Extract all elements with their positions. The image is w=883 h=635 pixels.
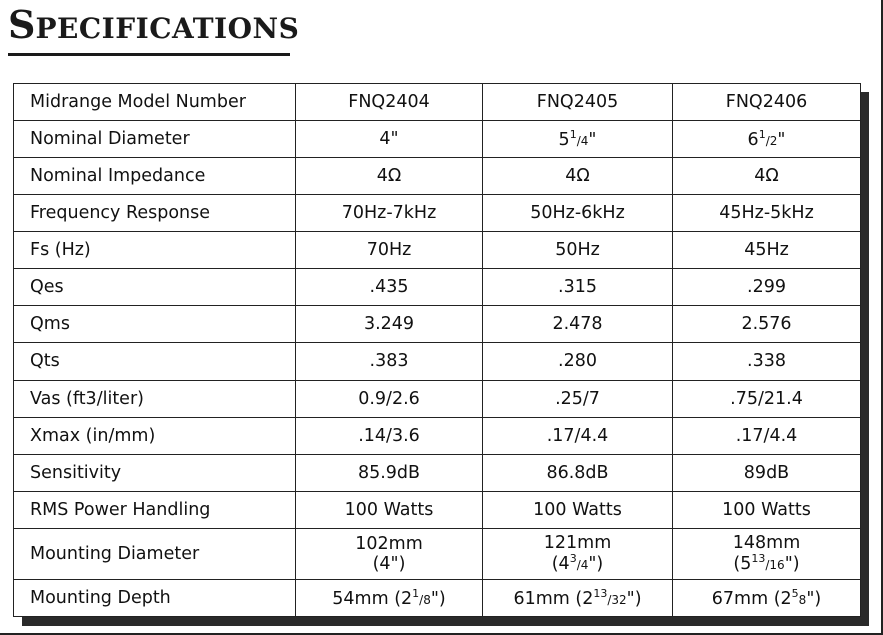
value-text: .280	[558, 351, 597, 372]
value-text: .435	[369, 277, 409, 298]
specifications-table	[13, 83, 861, 617]
value-text: ")	[626, 588, 642, 609]
value-text: 100 Watts	[722, 499, 811, 520]
row-label: Qms	[14, 306, 296, 343]
cell-value	[483, 121, 673, 158]
value-text: (4")	[372, 553, 406, 574]
fraction-denominator: /4	[576, 134, 589, 148]
fraction-denominator: /8	[419, 592, 431, 607]
value-text: 67mm (2	[711, 588, 792, 609]
value-text: 61mm (2	[513, 588, 594, 609]
cell-value	[483, 491, 673, 528]
table-row	[14, 417, 861, 454]
fraction-numerator: 1	[569, 128, 577, 142]
fraction-numerator: 5	[791, 587, 799, 600]
table-row	[14, 380, 861, 417]
value-line	[300, 554, 478, 574]
value-text: 45Hz-5kHz	[719, 203, 814, 224]
value-text: 3.249	[363, 314, 415, 335]
cell-value	[296, 528, 483, 579]
value-text: (4	[551, 554, 570, 575]
table-row	[14, 232, 861, 269]
row-label: Fs (Hz)	[14, 232, 296, 269]
row-label: Xmax (in/mm)	[14, 417, 296, 454]
value-text: 86.8dB	[546, 462, 609, 483]
fraction-denominator: /4	[576, 558, 589, 573]
value-text: 54mm (2	[332, 588, 413, 609]
header-label: Midrange Model Number	[14, 84, 296, 121]
value-text: 100 Watts	[533, 499, 622, 520]
row-label: Vas (ft3/liter)	[14, 380, 296, 417]
fraction-numerator: 1	[412, 587, 420, 600]
row-label: Frequency Response	[14, 195, 296, 232]
value-text: .338	[747, 351, 786, 372]
value-text: .14/3.6	[358, 425, 420, 446]
cell-value	[296, 195, 483, 232]
header-model-3: FNQ2406	[673, 84, 861, 121]
header-row	[14, 84, 861, 121]
value-text: .17/4.4	[735, 425, 798, 446]
value-text: ")	[430, 588, 446, 609]
table-row	[14, 195, 861, 232]
row-label: Nominal Impedance	[14, 158, 296, 195]
value-text: .75/21.4	[730, 388, 803, 409]
cell-value	[483, 232, 673, 269]
cell-value	[296, 417, 483, 454]
value-text: 50Hz-6kHz	[530, 203, 625, 224]
table-body	[14, 84, 861, 617]
value-text: .299	[747, 277, 786, 298]
table-row	[14, 491, 861, 528]
header-model-1: FNQ2404	[296, 84, 483, 121]
cell-value	[296, 343, 483, 380]
value-text: 45Hz	[744, 240, 789, 261]
value-text: (5	[733, 554, 752, 575]
fraction-denominator: /16	[765, 558, 785, 573]
title-initial: S	[8, 2, 36, 47]
cell-value	[483, 306, 673, 343]
table-row	[14, 343, 861, 380]
title-rest: PECIFICATIONS	[35, 12, 300, 45]
cell-value	[296, 454, 483, 491]
table-row	[14, 269, 861, 306]
cell-value	[296, 158, 483, 195]
value-text: .383	[369, 351, 409, 372]
row-label: Mounting Depth	[14, 579, 296, 616]
value-line	[487, 553, 668, 574]
table-row	[14, 121, 861, 158]
row-label: Sensitivity	[14, 454, 296, 491]
fraction-denominator: 8	[798, 592, 807, 607]
fraction-numerator: 3	[569, 552, 577, 566]
table-row	[14, 454, 861, 491]
value-text: 4Ω	[754, 166, 779, 187]
cell-value	[673, 343, 861, 380]
cell-value	[483, 528, 673, 579]
value-text: "	[588, 130, 597, 150]
cell-value	[673, 232, 861, 269]
cell-value	[296, 380, 483, 417]
value-text: 100 Watts	[344, 499, 434, 520]
value-line	[677, 553, 856, 574]
cell-value	[483, 343, 673, 380]
table-row	[14, 158, 861, 195]
table-row	[14, 579, 861, 616]
value-text: 0.9/2.6	[358, 388, 420, 409]
cell-value	[673, 121, 861, 158]
fraction-numerator: 13	[593, 587, 608, 600]
fraction-numerator: 1	[758, 128, 766, 142]
value-text: .17/4.4	[546, 425, 609, 446]
cell-value	[483, 579, 673, 616]
cell-value	[673, 417, 861, 454]
cell-value	[673, 195, 861, 232]
fraction-denominator: /2	[765, 134, 778, 148]
value-text: 50Hz	[555, 240, 600, 261]
fraction-denominator: /32	[607, 592, 627, 607]
cell-value	[296, 232, 483, 269]
cell-value	[673, 380, 861, 417]
cell-value	[673, 579, 861, 616]
cell-value	[483, 158, 673, 195]
value-text: 6	[747, 130, 759, 150]
cell-value	[673, 491, 861, 528]
value-text: 89dB	[743, 462, 790, 483]
value-text: 5	[558, 130, 570, 150]
value-text: 85.9dB	[357, 462, 421, 483]
cell-value	[483, 195, 673, 232]
cell-value	[483, 417, 673, 454]
cell-value	[483, 454, 673, 491]
value-text: 4Ω	[565, 166, 590, 187]
cell-value	[296, 491, 483, 528]
cell-value	[673, 528, 861, 579]
fraction-numerator: 13	[751, 552, 766, 566]
value-line: 102mm	[355, 533, 423, 554]
value-text: 70Hz	[366, 240, 412, 261]
cell-value	[483, 269, 673, 306]
cell-value	[673, 454, 861, 491]
page-title	[8, 2, 300, 47]
cell-value	[296, 269, 483, 306]
row-label: Mounting Diameter	[14, 528, 296, 579]
value-text: .25/7	[555, 388, 600, 409]
value-line: 121mm	[543, 533, 612, 554]
value-line: 148mm	[732, 533, 801, 554]
value-text: 2.576	[741, 314, 792, 335]
header-model-2: FNQ2405	[483, 84, 673, 121]
value-text: ")	[806, 588, 822, 609]
row-label: RMS Power Handling	[14, 491, 296, 528]
cell-value	[673, 269, 861, 306]
value-text: 4Ω	[376, 166, 402, 187]
value-text: .315	[558, 277, 597, 298]
value-text: 2.478	[552, 314, 603, 335]
cell-value	[296, 306, 483, 343]
cell-value	[296, 579, 483, 616]
row-label: Nominal Diameter	[14, 121, 296, 158]
value-text: ")	[784, 554, 800, 575]
cell-value	[673, 306, 861, 343]
value-text: "	[777, 130, 786, 150]
title-underline	[8, 53, 290, 56]
cell-value	[673, 158, 861, 195]
cell-value	[483, 380, 673, 417]
table-row	[14, 528, 861, 579]
row-label: Qts	[14, 343, 296, 380]
cell-value	[296, 121, 483, 158]
value-text: 70Hz-7kHz	[341, 203, 437, 224]
value-text: ")	[588, 554, 604, 575]
value-text: 4"	[379, 129, 399, 150]
table-row	[14, 306, 861, 343]
row-label: Qes	[14, 269, 296, 306]
